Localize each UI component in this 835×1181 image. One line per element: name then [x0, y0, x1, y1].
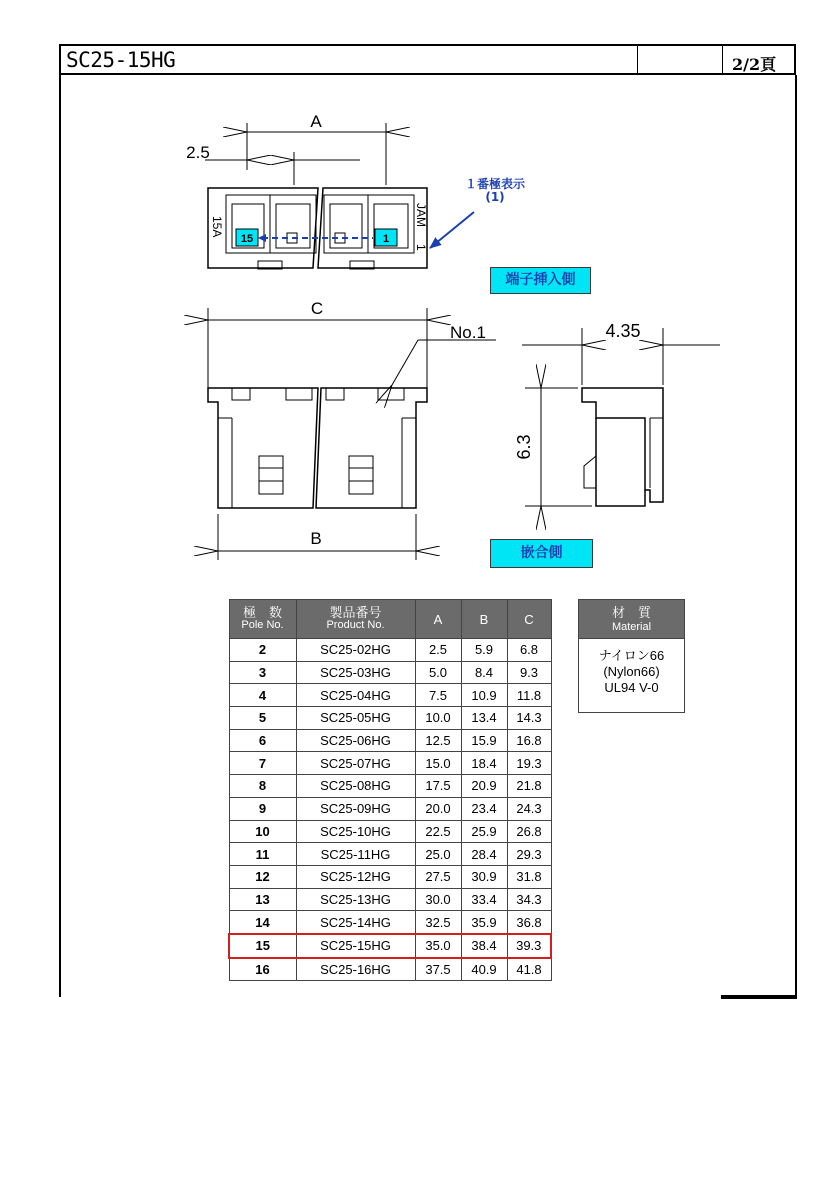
- table-row: [229, 775, 551, 798]
- product-cell: SC25-05HG: [296, 707, 415, 730]
- b-cell: 20.9: [461, 775, 507, 798]
- c-cell: 39.3: [507, 934, 551, 958]
- c-cell: 9.3: [507, 661, 551, 684]
- lock-window-left: [259, 456, 283, 494]
- pole-cell: 4: [229, 684, 296, 707]
- table-row: [229, 888, 551, 911]
- pole-cell: 3: [229, 661, 296, 684]
- product-cell: SC25-12HG: [296, 865, 415, 888]
- material-body: [578, 639, 685, 713]
- table-row: [229, 911, 551, 934]
- dimension-table: [228, 599, 552, 981]
- b-cell: 28.4: [461, 843, 507, 866]
- table-row: [229, 797, 551, 820]
- a-cell: 27.5: [415, 865, 461, 888]
- terminal-insertion-side-label: 端子挿入側: [490, 267, 591, 294]
- c-cell: 24.3: [507, 797, 551, 820]
- a-cell: 5.0: [415, 661, 461, 684]
- b-cell: 35.9: [461, 911, 507, 934]
- product-cell: SC25-14HG: [296, 911, 415, 934]
- material-line1: ナイロン66: [598, 648, 665, 663]
- pin1-pointer: [430, 212, 474, 248]
- table-row: [229, 934, 551, 958]
- material-line2: (Nylon66): [603, 664, 660, 679]
- pole-cell: 12: [229, 865, 296, 888]
- b-cell: 8.4: [461, 661, 507, 684]
- b-cell: 15.9: [461, 729, 507, 752]
- no1-leader: [392, 340, 418, 385]
- product-cell: SC25-09HG: [296, 797, 415, 820]
- a-cell: 32.5: [415, 911, 461, 934]
- b-cell: 38.4: [461, 934, 507, 958]
- housing-top-right: [318, 188, 427, 268]
- a-cell: 37.5: [415, 958, 461, 981]
- c-cell: 19.3: [507, 752, 551, 775]
- pole-cell: 11: [229, 843, 296, 866]
- product-cell: SC25-11HG: [296, 843, 415, 866]
- pin-15-label: 15: [240, 233, 254, 245]
- col-header-product: 製品番号 Product No.: [296, 600, 415, 639]
- product-cell: SC25-07HG: [296, 752, 415, 775]
- table-row: [229, 684, 551, 707]
- col-header-b: B: [461, 600, 507, 639]
- pin1-note: [452, 178, 538, 204]
- col-header-c: C: [507, 600, 551, 639]
- pin-1-label: 1: [382, 233, 390, 245]
- mating-side-label: 嵌合側: [490, 539, 593, 568]
- c-cell: 21.8: [507, 775, 551, 798]
- a-cell: 25.0: [415, 843, 461, 866]
- c-cell: 6.8: [507, 639, 551, 662]
- col-header-a: A: [415, 600, 461, 639]
- pin1-note-line1: １番極表示: [464, 177, 525, 191]
- table-row: [229, 958, 551, 981]
- product-cell: SC25-02HG: [296, 639, 415, 662]
- table-row: [229, 865, 551, 888]
- material-header: 材 質 Material: [578, 599, 685, 639]
- product-cell: SC25-10HG: [296, 820, 415, 843]
- pole-cell: 14: [229, 911, 296, 934]
- b-cell: 23.4: [461, 797, 507, 820]
- a-cell: 17.5: [415, 775, 461, 798]
- housing-front-right: [316, 388, 427, 508]
- c-cell: 41.8: [507, 958, 551, 981]
- housing-front-left: [208, 388, 318, 508]
- border-bottom: [721, 995, 797, 999]
- table-row: [229, 707, 551, 730]
- a-cell: 2.5: [415, 639, 461, 662]
- b-cell: 10.9: [461, 684, 507, 707]
- product-cell: SC25-08HG: [296, 775, 415, 798]
- a-cell: 7.5: [415, 684, 461, 707]
- c-cell: 34.3: [507, 888, 551, 911]
- product-cell: SC25-06HG: [296, 729, 415, 752]
- c-cell: 36.8: [507, 911, 551, 934]
- b-cell: 40.9: [461, 958, 507, 981]
- side-label-15a: 15A: [210, 216, 224, 238]
- c-cell: 29.3: [507, 843, 551, 866]
- product-cell: SC25-13HG: [296, 888, 415, 911]
- pole-cell: 2: [229, 639, 296, 662]
- a-cell: 35.0: [415, 934, 461, 958]
- c-cell: 14.3: [507, 707, 551, 730]
- c-cell: 26.8: [507, 820, 551, 843]
- b-cell: 5.9: [461, 639, 507, 662]
- pin1-note-line2: (1): [485, 190, 505, 204]
- pole-cell: 15: [229, 934, 296, 958]
- b-cell: 13.4: [461, 707, 507, 730]
- a-cell: 20.0: [415, 797, 461, 820]
- material-line3: UL94 V-0: [604, 680, 659, 695]
- b-cell: 30.9: [461, 865, 507, 888]
- table-row: [229, 843, 551, 866]
- a-cell: 22.5: [415, 820, 461, 843]
- a-cell: 30.0: [415, 888, 461, 911]
- a-cell: 15.0: [415, 752, 461, 775]
- a-cell: 10.0: [415, 707, 461, 730]
- dim-6-3-label: 6.3: [514, 434, 534, 460]
- product-cell: SC25-15HG: [296, 934, 415, 958]
- c-cell: 16.8: [507, 729, 551, 752]
- product-cell: SC25-03HG: [296, 661, 415, 684]
- material-box: [578, 599, 685, 713]
- table-row: [229, 661, 551, 684]
- pole-cell: 5: [229, 707, 296, 730]
- table-row: [229, 820, 551, 843]
- pole-cell: 10: [229, 820, 296, 843]
- b-cell: 18.4: [461, 752, 507, 775]
- c-cell: 31.8: [507, 865, 551, 888]
- dim-c-label: C: [310, 299, 324, 318]
- product-cell: SC25-16HG: [296, 958, 415, 981]
- pole-cell: 16: [229, 958, 296, 981]
- table-row: [229, 639, 551, 662]
- side-label-1: 1: [414, 244, 428, 251]
- dim-b-label: B: [310, 529, 322, 548]
- b-cell: 33.4: [461, 888, 507, 911]
- page-number: 2/2頁: [732, 55, 777, 74]
- dim-a-label: A: [310, 112, 322, 131]
- pole-cell: 9: [229, 797, 296, 820]
- table-header-row: [229, 600, 551, 639]
- a-cell: 12.5: [415, 729, 461, 752]
- document-title: SC25-15HG: [66, 48, 176, 72]
- product-cell: SC25-04HG: [296, 684, 415, 707]
- dim-2-5-label: 2.5: [186, 143, 210, 162]
- dim-4-35-label: 4.35: [605, 321, 641, 341]
- pole-cell: 13: [229, 888, 296, 911]
- b-cell: 25.9: [461, 820, 507, 843]
- col-header-pole: 極 数 Pole No.: [229, 600, 296, 639]
- housing-side: [582, 388, 663, 502]
- table-row: [229, 729, 551, 752]
- pole-cell: 6: [229, 729, 296, 752]
- table-body: [229, 639, 551, 981]
- c-cell: 11.8: [507, 684, 551, 707]
- side-label-jam: JAM: [414, 203, 428, 227]
- pole-cell: 7: [229, 752, 296, 775]
- table-row: [229, 752, 551, 775]
- lock-window-right: [349, 456, 373, 494]
- pole-cell: 8: [229, 775, 296, 798]
- no1-label: No.1: [450, 323, 486, 342]
